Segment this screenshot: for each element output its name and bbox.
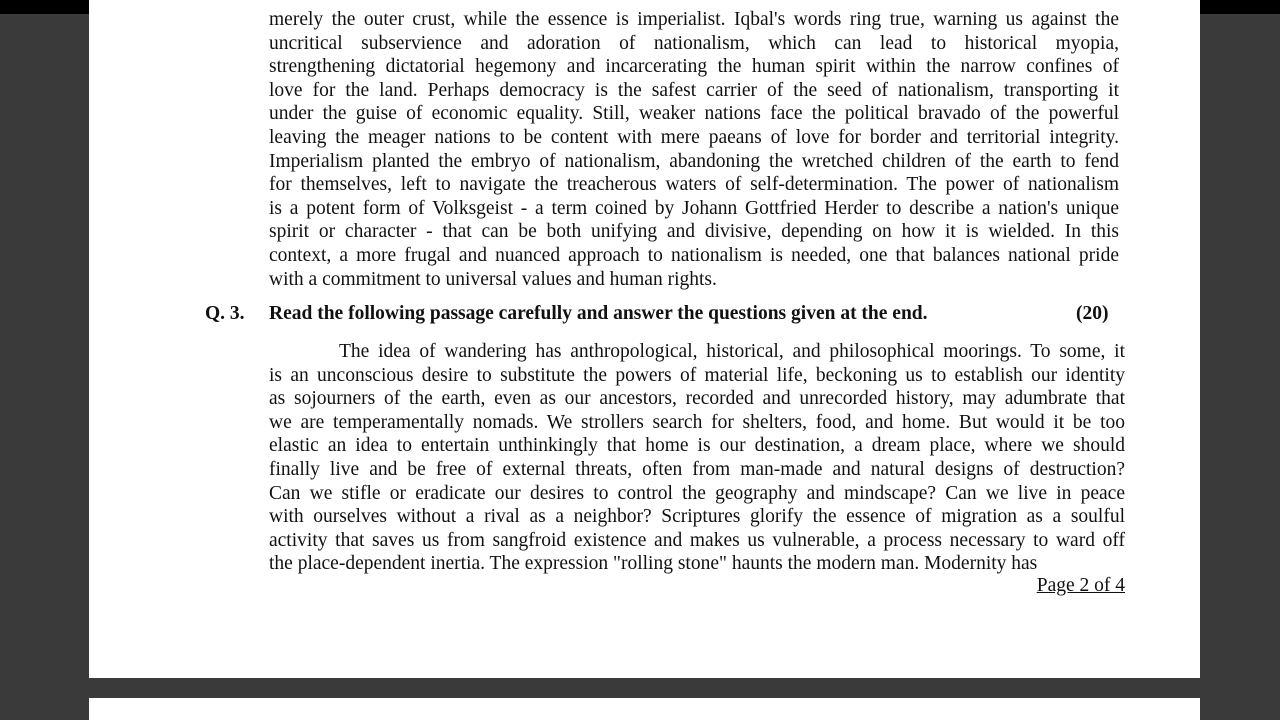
passage-line: the place-dependent inertia. The expression "rolling stone" haunts the modern man. Modernity has [269, 553, 1038, 575]
passage-line: love for the land. Perhaps democracy is the safest carrier of the seed of nationalism, transporting it [269, 79, 1119, 101]
passage-line: strengthening dictatorial hegemony and incarcerating the human spirit within the narrow confines of [269, 56, 1119, 78]
next-page-edge [89, 698, 1200, 720]
passage-line: is a potent form of Volksgeist - a term coined by Johann Gottfried Herder to describe a nation's unique [269, 197, 1119, 219]
passage-line: with ourselves without a rival as a neighbor? Scriptures glorify the essence of migration as a soulful [269, 506, 1125, 528]
passage-line: merely the outer crust, while the essence is imperialist. Iqbal's words ring true, warning us against the [269, 9, 1119, 30]
passage-line: under the guise of economic equality. Still, weaker nations face the political bravado of the powerful [269, 103, 1119, 125]
passage-line: we are temperamentally nomads. We strollers search for shelters, food, and home. But would it be too [269, 411, 1125, 433]
passage-line: elastic an idea to entertain unthinkingly that home is our destination, a dream place, where we should [269, 435, 1125, 457]
passage-line: Can we stifle or eradicate our desires to control the geography and mindscape? Can we live in peace [269, 482, 1125, 504]
passage-line: spirit or character - that can be both unifying and divisive, depending on how it is wielded. In this [269, 221, 1119, 243]
q3-passage [269, 340, 1125, 576]
passage-line: with a commitment to universal values and human rights. [269, 268, 717, 290]
passage-line: is an unconscious desire to substitute the powers of material life, beckoning us to establish our identity [269, 364, 1125, 386]
passage-line: for themselves, left to navigate the treacherous waters of self-determination. The power of nationalism [269, 174, 1119, 196]
page-number: Page 2 of 4 [1036, 575, 1125, 596]
question-heading: Read the following passage carefully and answer the questions given at the end. [269, 303, 928, 324]
passage-line: The idea of wandering has anthropological, historical, and philosophical moorings. To some, it [339, 341, 1125, 362]
passage-line: Imperialism planted the embryo of nationalism, abandoning the wretched children of the earth to fend [269, 150, 1119, 172]
question-marks: (20) [1076, 303, 1109, 324]
question-number: Q. 3. [205, 303, 245, 324]
passage-line: uncritical subservience and adoration of nationalism, which can lead to historical myopia, [269, 32, 1119, 54]
passage-line: as sojourners of the earth, even as our ancestors, recorded and unrecorded history, may adumbrate that [269, 388, 1125, 410]
passage-line: context, a more frugal and nuanced approach to nationalism is needed, one that balances national pride [269, 244, 1119, 266]
passage-continuation [269, 8, 1119, 291]
passage-line: finally live and be free of external threats, often from man-made and natural designs of destruction? [269, 458, 1125, 480]
passage-line: leaving the meager nations to be content with mere paeans of love for border and territorial integrity. [269, 126, 1119, 148]
passage-line: activity that saves us from sangfroid existence and makes us vulnerable, a process necessary to ward off [269, 529, 1125, 551]
